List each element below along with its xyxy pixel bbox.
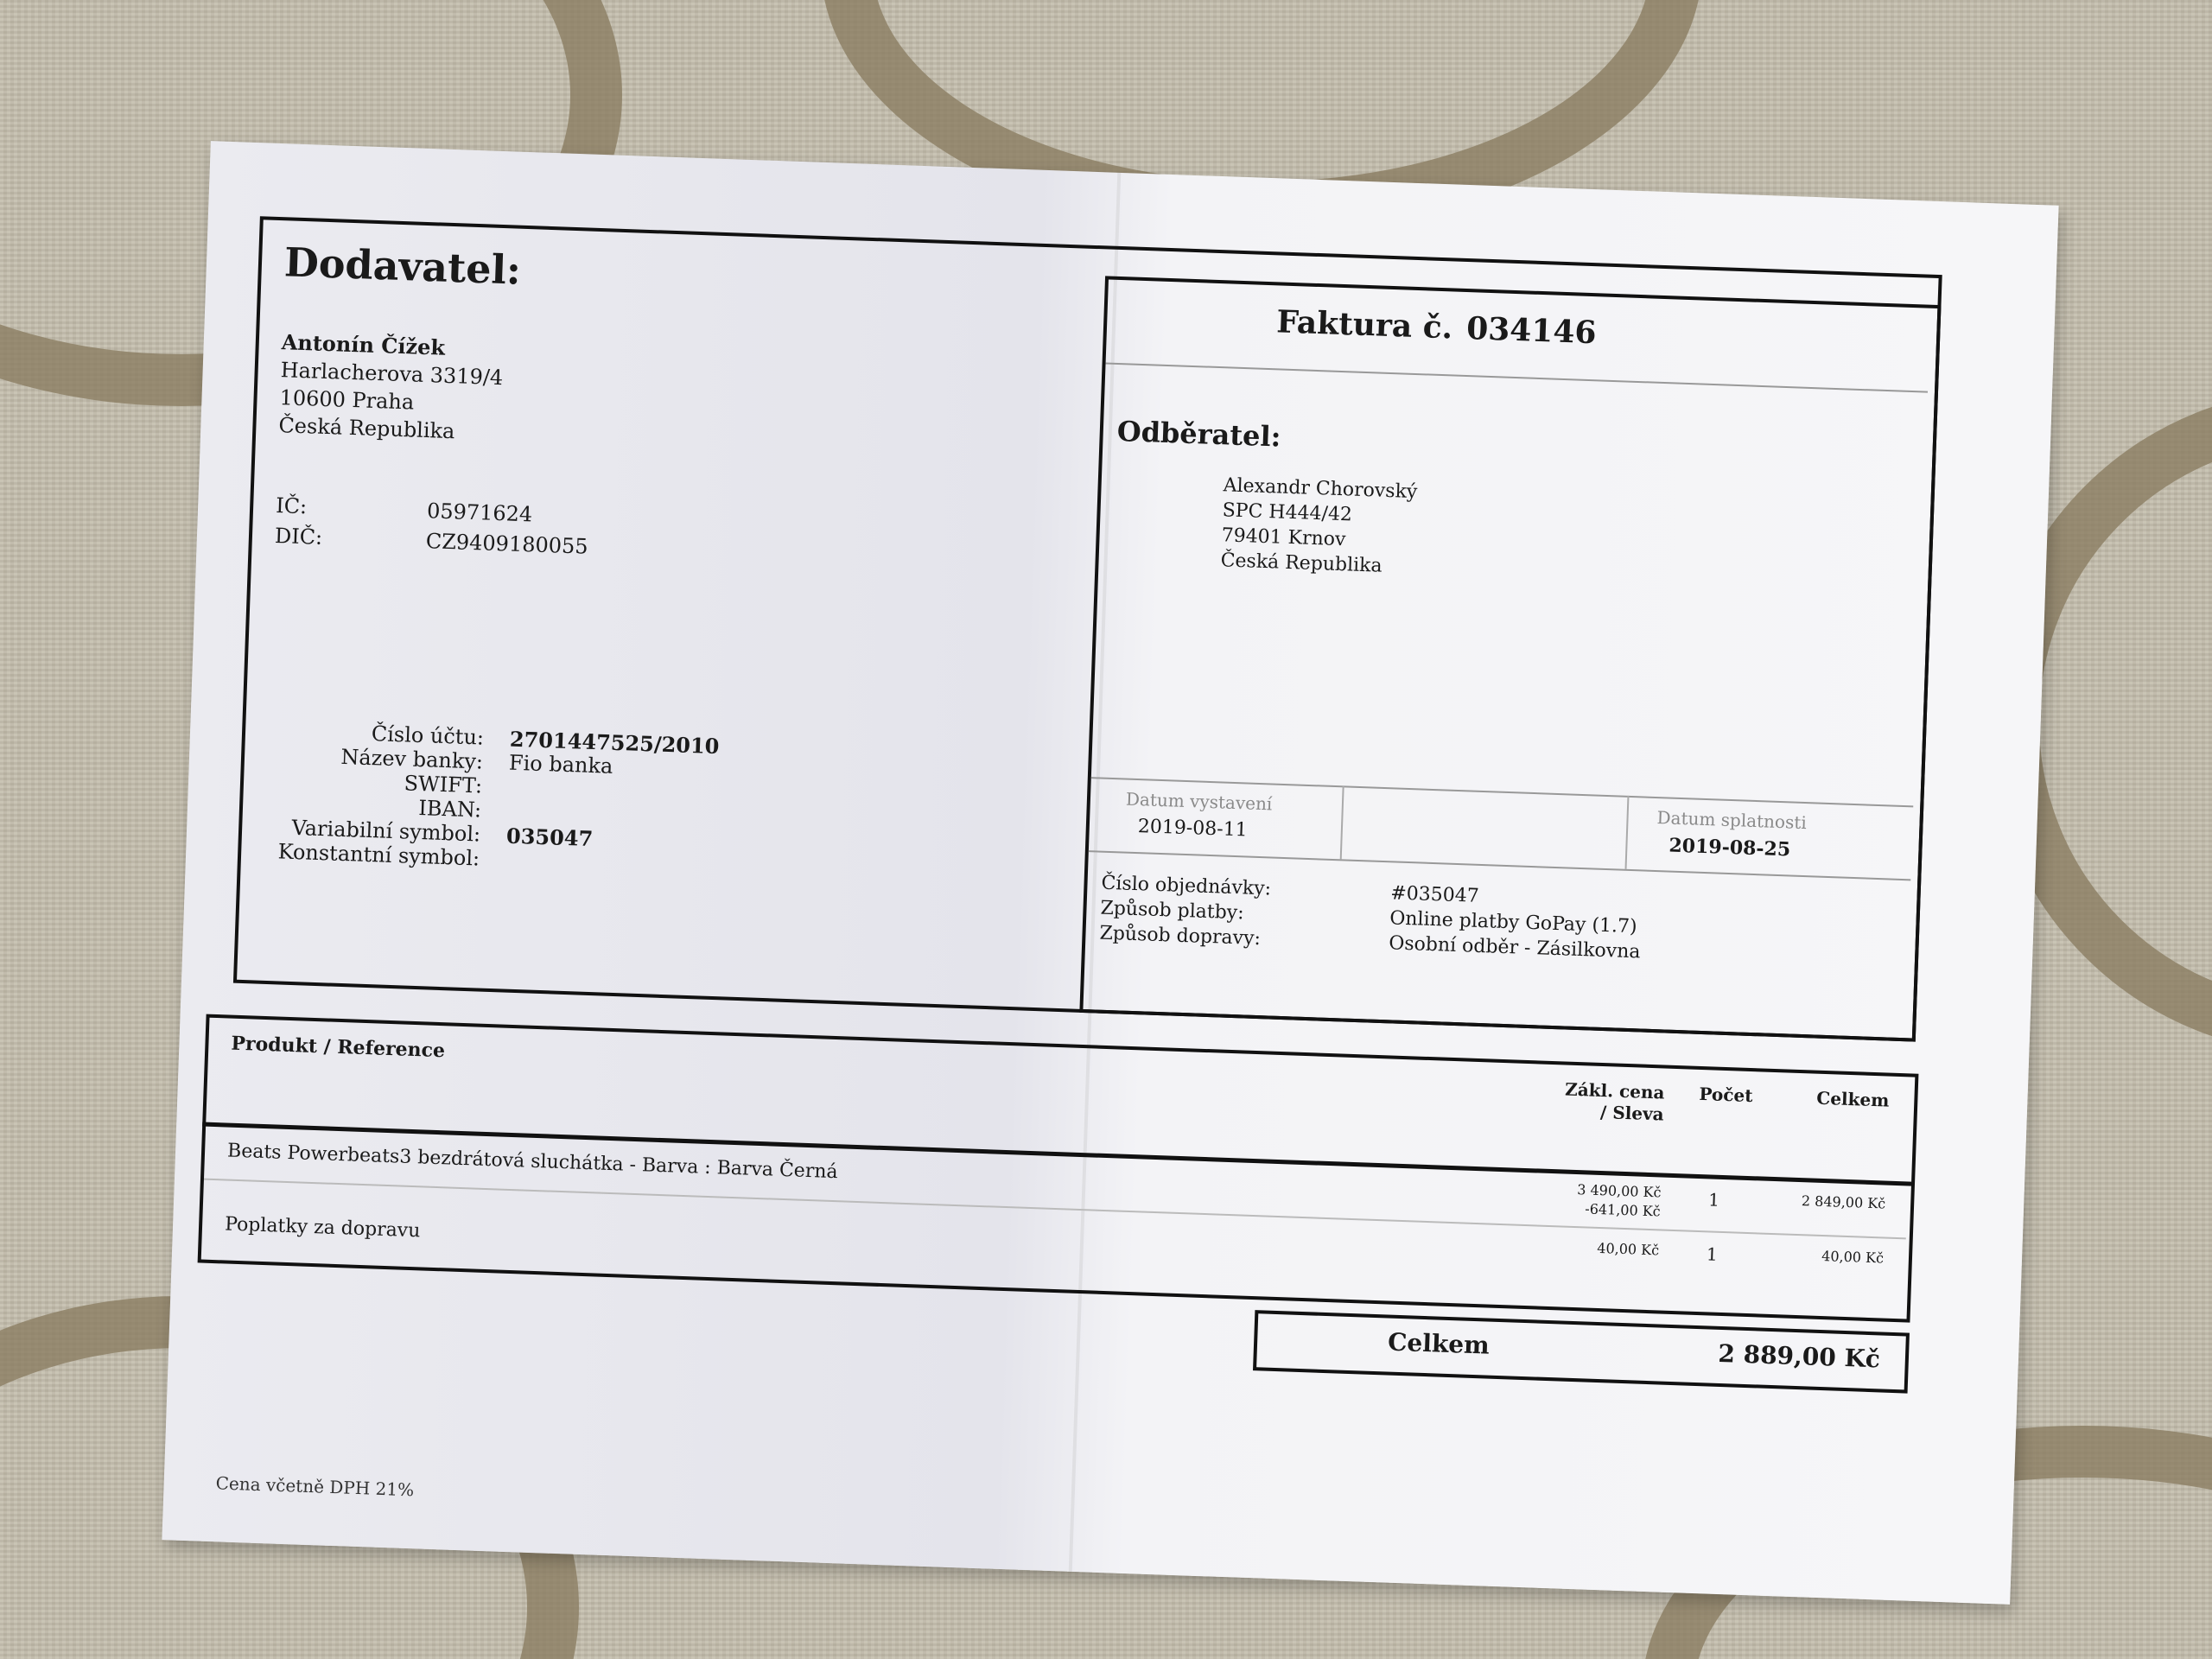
due-value: 2019-08-25 [1669, 834, 1791, 861]
supplier-street: Harlacherova 3319/4 [280, 358, 504, 391]
row-2-price: 40,00 Kč [1597, 1239, 1660, 1259]
row-1-price: 3 490,00 Kč [1576, 1181, 1662, 1201]
supplier-city: 10600 Praha [279, 385, 415, 415]
col-qty-header: Počet [1699, 1083, 1753, 1107]
vat-note: Cena včetně DPH 21% [215, 1472, 415, 1501]
col-discount-header: / Sleva [1599, 1101, 1665, 1125]
col-price-header: Zákl. cena [1564, 1078, 1665, 1103]
row-1-discount: -641,00 Kč [1585, 1200, 1662, 1220]
order-number-value: #035047 [1389, 882, 1480, 907]
shipping-value: Osobní odběr - Zásilkovna [1388, 932, 1641, 963]
bank-name-label: Název banky: [340, 744, 484, 774]
swift-label: SWIFT: [404, 771, 483, 798]
row-2-total: 40,00 Kč [1821, 1248, 1885, 1267]
bank-name-value: Fio banka [508, 750, 613, 779]
invoice-number: 034146 [1465, 310, 1598, 352]
issued-value: 2019-08-11 [1137, 816, 1249, 842]
variable-symbol-value: 035047 [505, 823, 594, 852]
row-2-product: Poplatky za dopravu [224, 1213, 421, 1243]
order-number-label: Číslo objednávky: [1101, 872, 1272, 900]
total-label: Celkem [1387, 1327, 1491, 1360]
customer-name: Alexandr Chorovský [1223, 474, 1418, 504]
col-product-header: Produkt / Reference [231, 1032, 446, 1063]
ic-value: 05971624 [426, 499, 533, 527]
issued-label: Datum vystavení [1125, 788, 1273, 815]
account-label: Číslo účtu: [371, 721, 485, 750]
customer-city: 79401 Krnov [1221, 524, 1346, 551]
dic-value: CZ9409180055 [425, 529, 589, 559]
row-1-qty: 1 [1707, 1189, 1720, 1211]
invoice-title: Faktura č. [1275, 303, 1453, 346]
due-label: Datum splatnosti [1656, 807, 1808, 834]
payment-label: Způsob platby: [1100, 897, 1245, 925]
supplier-name: Antonín Čížek [281, 329, 446, 360]
row-2-qty: 1 [1706, 1243, 1719, 1265]
row-1-product: Beats Powerbeats3 bezdrátová sluchátka - Barva : Barva Černá [226, 1140, 839, 1184]
account-value: 2701447525/2010 [509, 726, 720, 760]
supplier-country: Česká Republika [277, 413, 455, 444]
variable-symbol-label: Variabilní symbol: [291, 815, 481, 847]
dic-label: DIČ: [274, 524, 323, 550]
row-1-total: 2 849,00 Kč [1801, 1192, 1886, 1212]
constant-symbol-label: Konstantní symbol: [277, 839, 480, 871]
payment-value: Online platby GoPay (1.7) [1389, 907, 1637, 938]
customer-heading: Odběratel: [1116, 414, 1282, 454]
col-total-header: Celkem [1815, 1087, 1890, 1111]
customer-street: SPC H444/42 [1222, 499, 1353, 526]
shipping-label: Způsob dopravy: [1099, 922, 1262, 950]
supplier-heading: Dodavatel: [283, 238, 522, 294]
invoice-paper [162, 141, 2058, 1605]
ic-label: IČ: [275, 493, 308, 519]
customer-country: Česká Republika [1220, 550, 1383, 577]
iban-label: IBAN: [417, 796, 482, 823]
total-value: 2 889,00 Kč [1717, 1338, 1881, 1374]
